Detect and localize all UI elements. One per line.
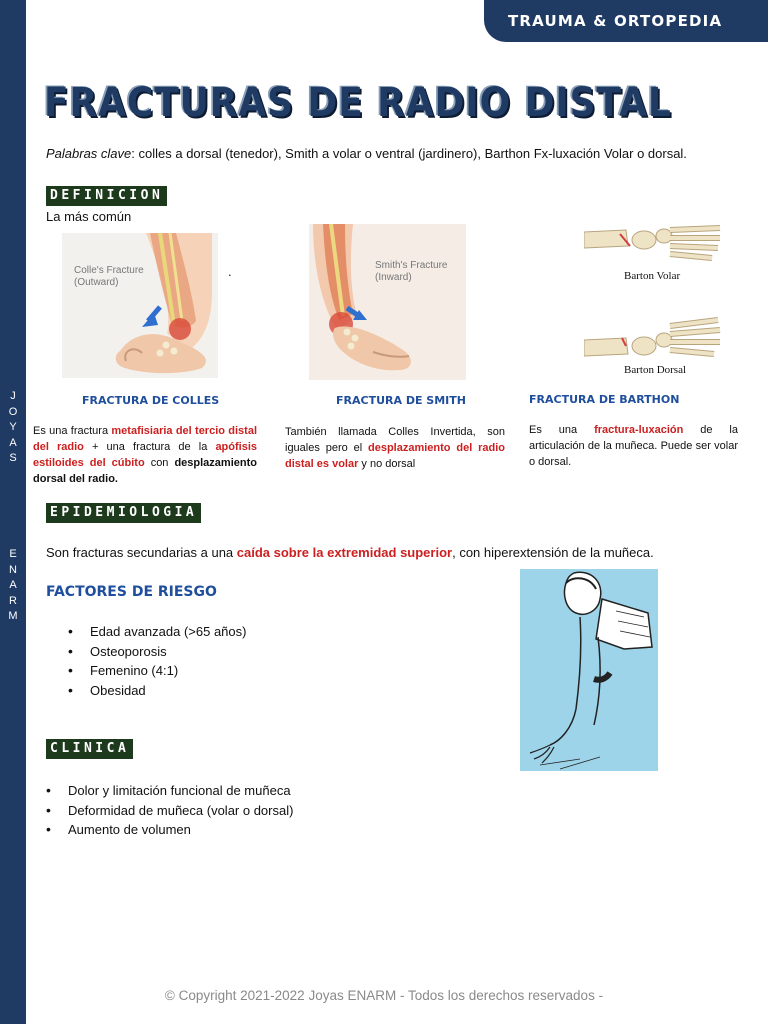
list-item: • Aumento de volumen: [46, 820, 293, 840]
sidebar-label-enarm: [0, 547, 26, 625]
epi-highlight: caída sobre la extremidad superior: [236, 545, 453, 560]
section-heading-definicion: DEFINICION: [46, 186, 167, 206]
sidebar-label-joyas: [0, 389, 26, 467]
section-heading-clinica: CLINICA: [46, 739, 133, 759]
desc-highlight: fractura-luxación: [594, 424, 684, 436]
desc-text: Es una: [529, 424, 595, 436]
sidebar-letter: N: [9, 563, 17, 576]
left-sidebar-bar: [0, 0, 26, 1024]
fall-sketch: [520, 569, 658, 771]
colles-figure-label: [74, 265, 144, 289]
desc-highlight: apófisis estiloides del cúbito: [33, 441, 258, 469]
definicion-text: La más común: [46, 209, 132, 224]
keywords-line: [46, 146, 687, 161]
sidebar-letter: A: [9, 436, 17, 449]
clinica-list: [46, 781, 293, 840]
sidebar-letter: R: [9, 594, 17, 607]
keywords-label: Palabras clave: [46, 146, 132, 161]
smith-illustration: [309, 224, 466, 380]
desc-bold: desplazamiento dorsal del radio.: [33, 457, 257, 485]
sidebar-letter: O: [8, 405, 18, 418]
colles-figure-label-line: (Outward): [74, 277, 119, 288]
desc-highlight: metafisiaria del tercio distal del radio: [33, 425, 258, 453]
desc-highlight: desplazamiento del radio distal es volar: [285, 442, 506, 470]
sidebar-letter: Y: [9, 421, 17, 433]
list-item: • Dolor y limitación funcional de muñeca: [46, 781, 293, 801]
smith-fracture-figure: [309, 224, 466, 380]
barton-dorsal-figure: [584, 316, 722, 380]
barton-volar-figure: [584, 224, 722, 288]
page-title: FRACTURAS DE RADIO DISTAL: [44, 80, 672, 126]
list-item: • Edad avanzada (>65 años): [68, 622, 246, 642]
smith-figure-label-line: Smith's Fracture: [375, 260, 448, 271]
sidebar-letter: J: [10, 390, 16, 402]
top-banner: [484, 0, 768, 42]
banner-text: TRAUMA & ORTOPEDIA: [508, 12, 723, 30]
caption-barton: FRACTURA DE BARTHON: [529, 393, 680, 406]
desc-text: + una fractura de la: [83, 441, 216, 453]
sidebar-letter: S: [9, 452, 17, 464]
sidebar-letter: M: [8, 610, 18, 622]
colles-figure-label-line: Colle's Fracture: [74, 265, 144, 276]
factores-riesgo-list: [68, 622, 246, 700]
caption-colles: FRACTURA DE COLLES: [82, 394, 220, 407]
colles-fracture-figure: [62, 233, 218, 378]
stray-dot: .: [228, 264, 232, 279]
description-colles: [33, 423, 257, 487]
barton-volar-illustration: [584, 224, 722, 274]
section-heading-epidemiologia: EPIDEMIOLOGIA: [46, 503, 201, 523]
desc-text: Es una fractura: [33, 425, 112, 437]
description-barton: [529, 422, 738, 470]
barton-dorsal-illustration: [584, 316, 722, 366]
desc-text: de la articulación de la muñeca. Puede ser volar o dorsal.: [529, 424, 738, 468]
list-item: • Femenino (4:1): [68, 661, 246, 681]
list-item: • Deformidad de muñeca (volar o dorsal): [46, 801, 293, 821]
desc-text: con: [144, 457, 175, 469]
epidemiologia-text: [46, 545, 654, 560]
colles-illustration: [62, 233, 218, 378]
desc-text: y no dorsal: [358, 458, 416, 470]
copyright-footer: © Copyright 2021-2022 Joyas ENARM - Todos los derechos reservados -: [164, 988, 604, 1003]
epi-text: , con hiperextensión de la muñeca.: [452, 545, 654, 560]
list-item: • Osteoporosis: [68, 642, 246, 662]
factores-riesgo-heading: FACTORES DE RIESGO: [46, 584, 217, 600]
barton-volar-label: Barton Volar: [624, 270, 681, 282]
sidebar-letter: E: [9, 548, 17, 560]
sidebar-letter: A: [9, 579, 17, 591]
epi-text: Son fracturas secundarias a una: [46, 545, 237, 560]
fall-on-hand-illustration: [520, 569, 658, 771]
caption-smith: FRACTURA DE SMITH: [336, 394, 466, 407]
desc-text: También llamada Colles Invertida, son iguales pero el: [285, 426, 505, 454]
smith-figure-label: [375, 260, 447, 284]
description-smith: [285, 424, 505, 472]
barton-dorsal-label: Barton Dorsal: [624, 364, 687, 376]
list-item: • Obesidad: [68, 681, 246, 701]
keywords-text: : colles a dorsal (tenedor), Smith a volar o ventral (jardinero), Barthon Fx-luxación Volar o dorsal.: [131, 146, 687, 161]
smith-figure-label-line: (Inward): [375, 272, 412, 283]
